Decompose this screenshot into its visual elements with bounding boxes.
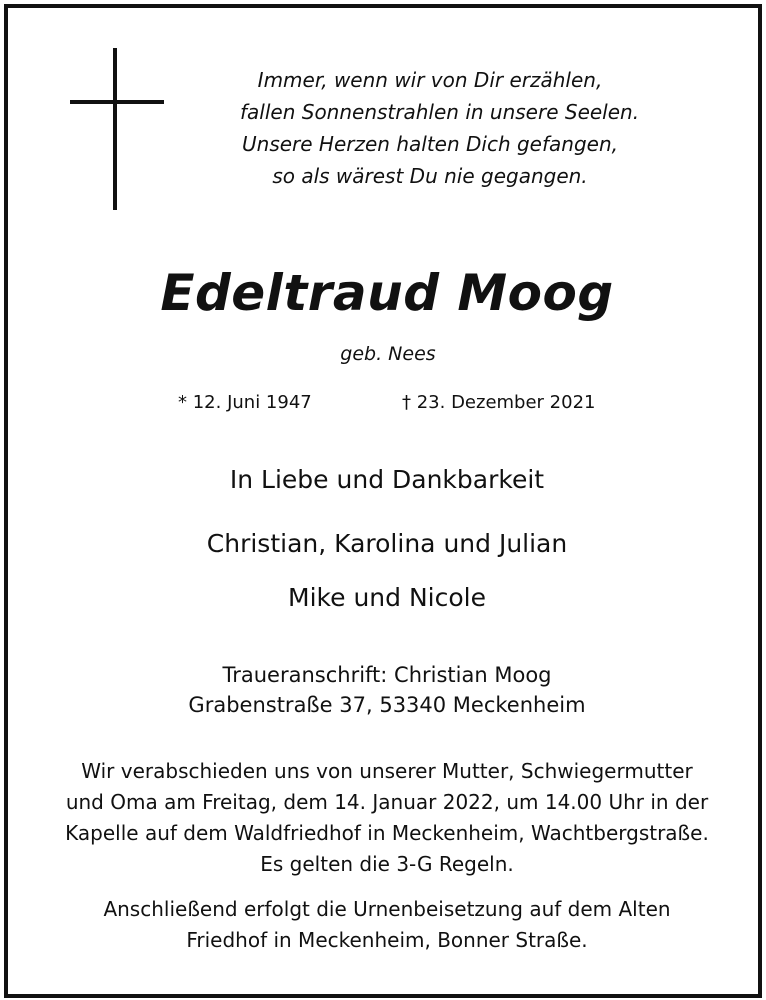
birth-date: * 12. Juni 1947 <box>178 392 312 413</box>
burial-line: Anschließend erfolgt die Urnenbeisetzung auf dem Alten <box>103 897 671 921</box>
burial-info <box>8 894 766 956</box>
address-line: Grabenstraße 37, 53340 Meckenheim <box>188 693 586 717</box>
poem-line: Immer, wenn wir von Dir erzählen, <box>257 68 603 92</box>
service-line: Kapelle auf dem Waldfriedhof in Meckenheim, Wachtbergstraße. <box>65 821 709 845</box>
burial-line: Friedhof in Meckenheim, Bonner Straße. <box>186 928 588 952</box>
service-line: und Oma am Freitag, dem 14. Januar 2022, um 14.00 Uhr in der <box>65 790 709 814</box>
service-line: Wir verabschieden uns von unserer Mutter, Schwiegermutter <box>81 759 693 783</box>
poem-line: fallen Sonnenstrahlen in unsere Seelen. <box>240 100 640 124</box>
poem-line: Unsere Herzen halten Dich gefangen, <box>242 132 618 156</box>
service-line: Es gelten die 3-G Regeln. <box>260 852 514 876</box>
death-date: † 23. Dezember 2021 <box>402 392 596 413</box>
mourning-address <box>8 660 766 720</box>
poem-line: so als wärest Du nie gegangen. <box>272 164 588 188</box>
deceased-name: Edeltraud Moog <box>160 264 614 322</box>
address-line: Traueranschrift: Christian Moog <box>222 663 552 687</box>
obituary-frame <box>4 4 762 998</box>
poem <box>240 64 640 192</box>
maiden-name: geb. Nees <box>340 343 436 365</box>
service-info <box>8 756 766 880</box>
cross-icon <box>70 48 164 210</box>
mourners-line: Mike und Nicole <box>288 583 486 612</box>
mourners-line: Christian, Karolina und Julian <box>206 529 568 558</box>
thanks-line: In Liebe und Dankbarkeit <box>229 465 545 494</box>
